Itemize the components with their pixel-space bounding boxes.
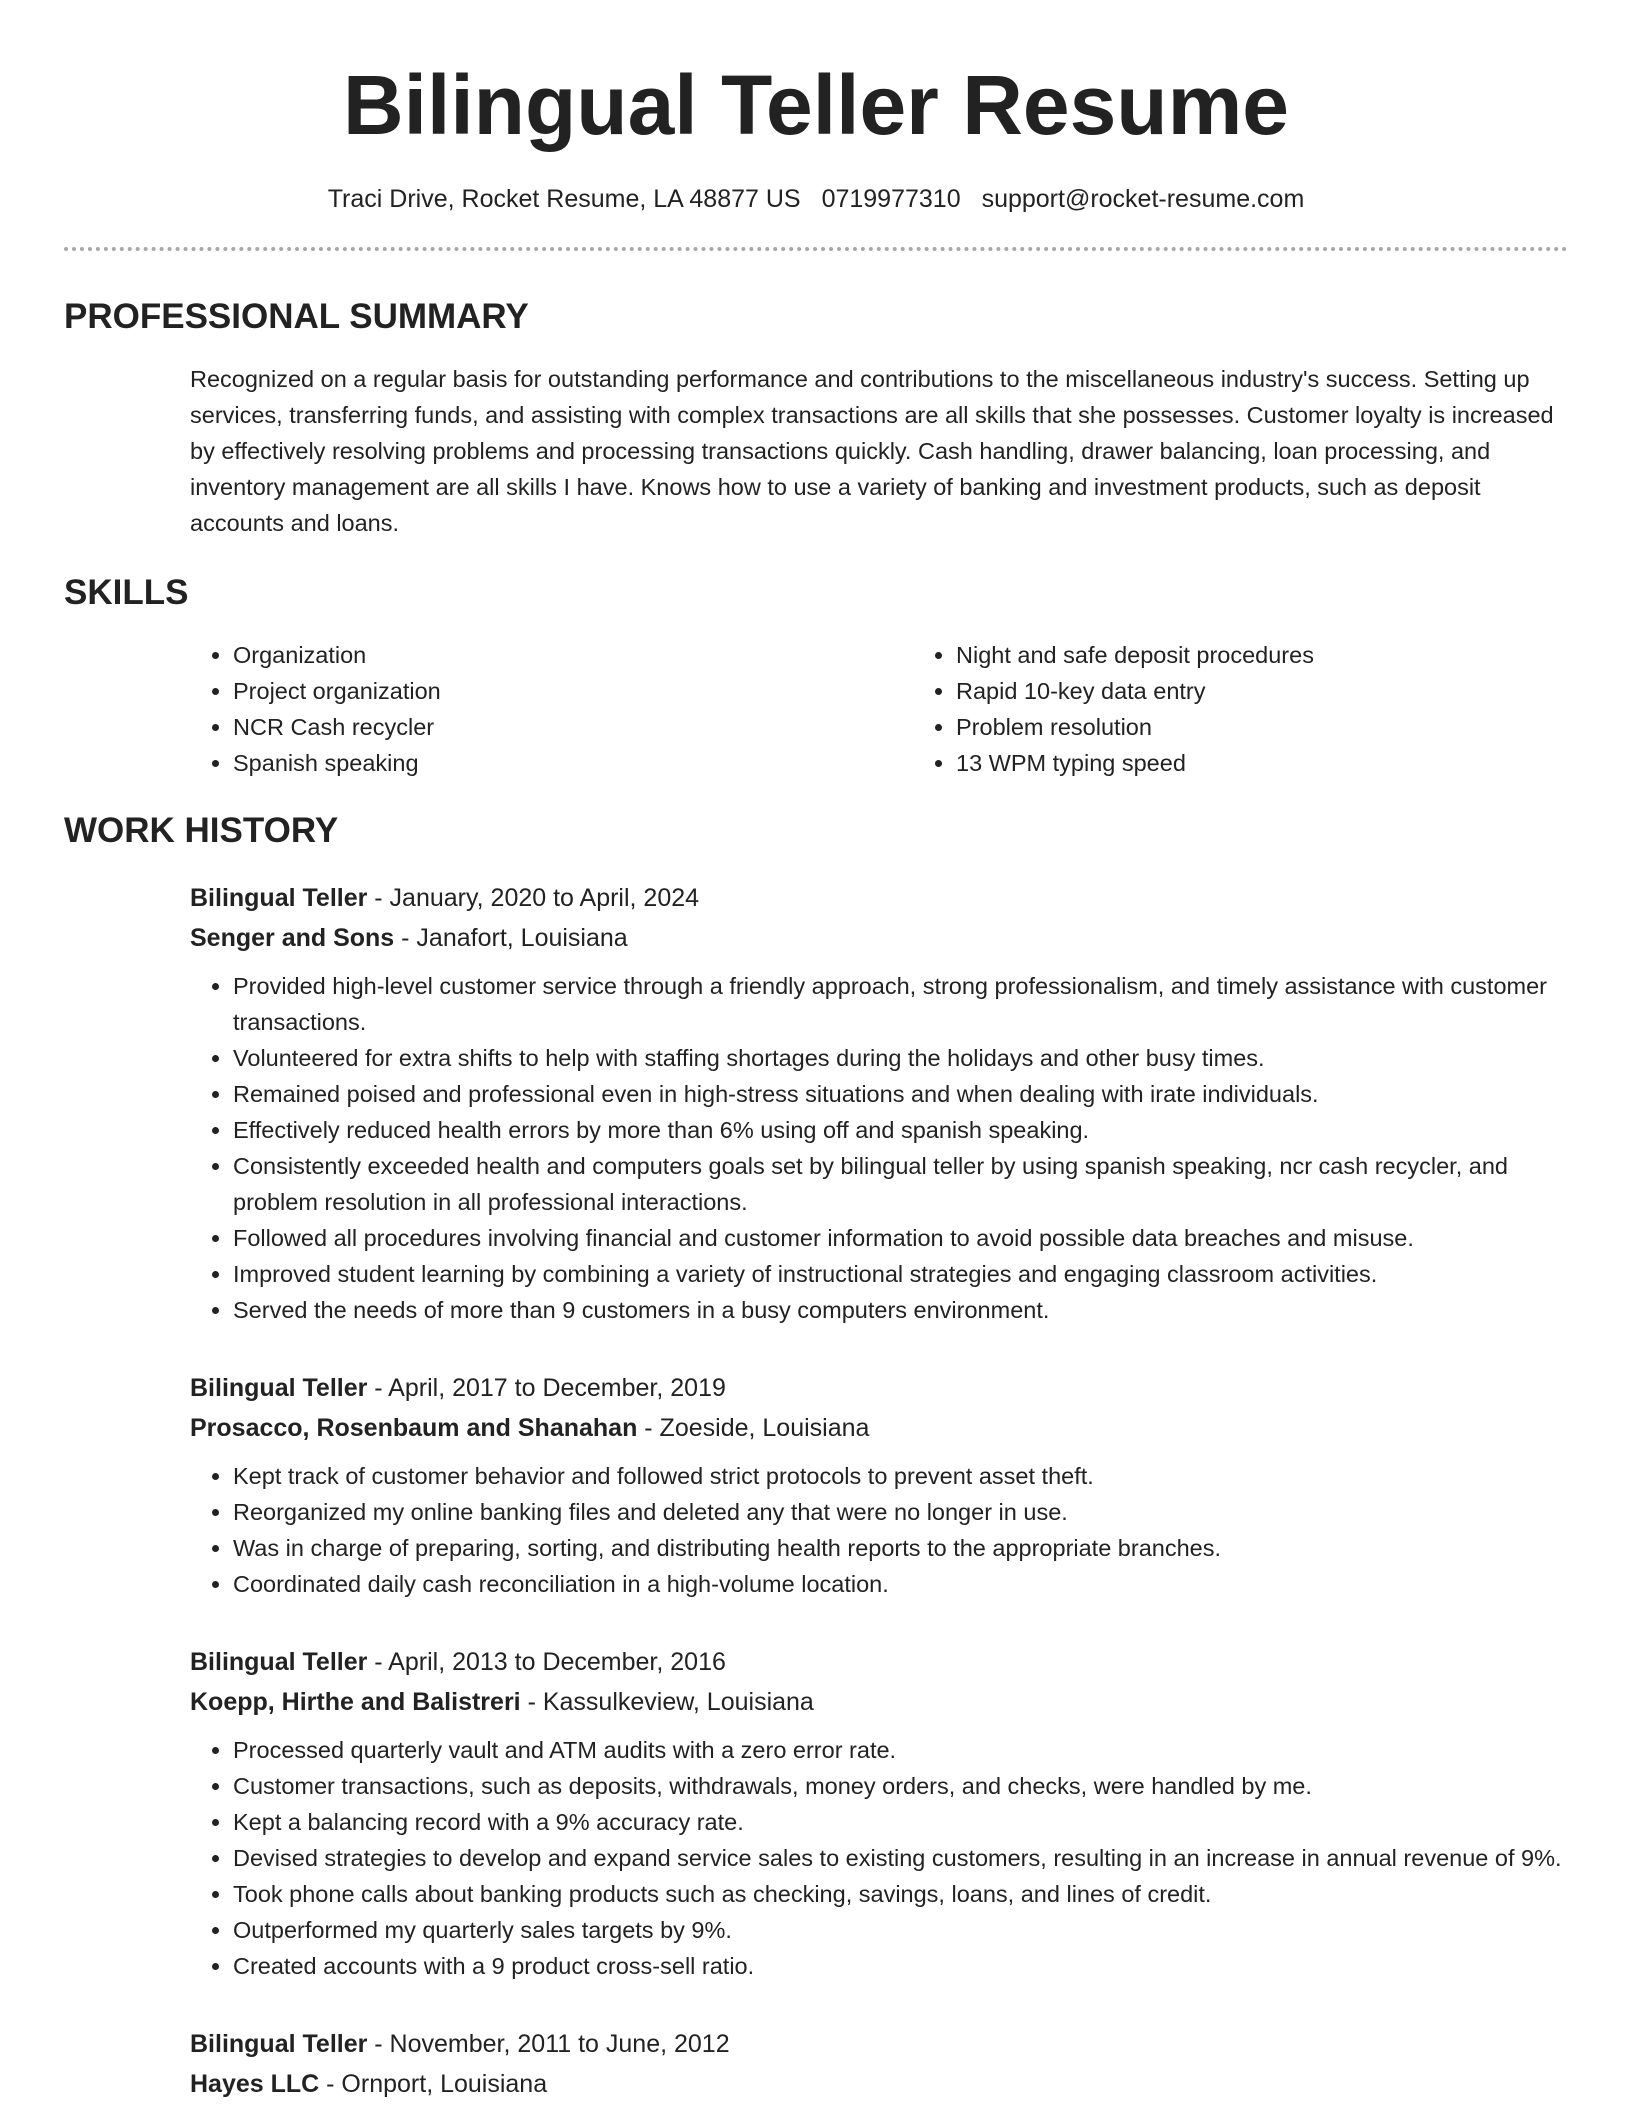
job-bullet: • Kept track of customer behavior and followed strict protocols to prevent asset theft. (233, 1458, 1568, 1494)
job-bullet: • Improved student learning by combining a variety of instructional strategies and engaging classroom activities. (233, 1256, 1568, 1292)
job-bullet: • Volunteered for extra shifts to help with staffing shortages during the holidays and other busy times. (233, 1040, 1568, 1076)
job-bullet: • Outperformed my quarterly sales targets by 9%. (233, 1912, 1568, 1948)
header-divider (64, 247, 1568, 251)
skills-heading: SKILLS (64, 573, 189, 612)
contact-address: Traci Drive, Rocket Resume, LA 48877 US (327, 185, 801, 213)
job-bullet: • Effectively reduced health errors by more than 6% using off and spanish speaking. (233, 1112, 1568, 1148)
skill-item: • Problem resolution (956, 709, 1568, 745)
skill-item: • Project organization (233, 673, 913, 709)
contact-line (0, 181, 1632, 217)
skills-column-1 (190, 637, 913, 781)
job-bullets (190, 968, 1568, 1328)
job-company-line (190, 918, 1568, 958)
job-bullet: • Provided high-level customer service through a friendly approach, strong professionalism, and timely assistance with customer transactions. (233, 968, 1568, 1040)
job-bullet: • Was in charge of preparing, sorting, and distributing health reports to the appropriate branches. (233, 1530, 1568, 1566)
skill-item: • NCR Cash recycler (233, 709, 913, 745)
job-bullet: • Processed quarterly vault and ATM audits with a zero error rate. (233, 1732, 1568, 1768)
job-role-line (190, 2024, 1568, 2064)
job-bullet: • Remained poised and professional even in high-stress situations and when dealing with irate individuals. (233, 1076, 1568, 1112)
job-bullet: • Followed all procedures involving financial and customer information to avoid possible data breaches and misuse. (233, 1220, 1568, 1256)
job-bullets (190, 1458, 1568, 1602)
job-location: - Ornport, Louisiana (319, 2070, 548, 2098)
skill-item: • Night and safe deposit procedures (956, 637, 1568, 673)
job-bullet: • Reorganized my online banking files and deleted any that were no longer in use. (233, 1494, 1568, 1530)
job-bullet: • Took phone calls about banking products such as checking, savings, loans, and lines of credit. (233, 1876, 1568, 1912)
skills-list (190, 637, 1568, 781)
job-role: Bilingual Teller (190, 884, 368, 912)
job-company: Senger and Sons (190, 924, 395, 952)
job-role: Bilingual Teller (190, 1648, 368, 1676)
job-role: Bilingual Teller (190, 1374, 368, 1402)
summary-heading: PROFESSIONAL SUMMARY (64, 297, 529, 336)
contact-email: support@rocket-resume.com (981, 185, 1305, 213)
job-role-line (190, 1368, 1568, 1408)
job-company-line (190, 1682, 1568, 1722)
job-location: - Janafort, Louisiana (394, 924, 628, 952)
contact-phone: 0719977310 (821, 185, 961, 213)
job-location: - Kassulkeview, Louisiana (520, 1688, 814, 1716)
job-company: Koepp, Hirthe and Balistreri (190, 1688, 521, 1716)
job-dates: - April, 2013 to December, 2016 (367, 1648, 726, 1676)
job-company-line (190, 1408, 1568, 1448)
job-role-line (190, 1642, 1568, 1682)
job-company-line (190, 2064, 1568, 2104)
job-role-line (190, 878, 1568, 918)
job-entry (190, 2024, 1568, 2104)
skills-column-2 (913, 637, 1568, 781)
job-bullet: • Created accounts with a 9 product cross-sell ratio. (233, 1948, 1568, 1984)
skill-item: • Spanish speaking (233, 745, 913, 781)
job-role: Bilingual Teller (190, 2030, 368, 2058)
job-bullet: • Customer transactions, such as deposits, withdrawals, money orders, and checks, were handled by me. (233, 1768, 1568, 1804)
job-bullet: • Coordinated daily cash reconciliation in a high-volume location. (233, 1566, 1568, 1602)
job-bullets (190, 1732, 1568, 1984)
job-bullet: • Devised strategies to develop and expand service sales to existing customers, resulting in an increase in annual revenue of 9%. (233, 1840, 1568, 1876)
work-history-heading: WORK HISTORY (64, 811, 339, 850)
skill-item: • 13 WPM typing speed (956, 745, 1568, 781)
job-location: - Zoeside, Louisiana (637, 1414, 870, 1442)
job-bullet: • Kept a balancing record with a 9% accuracy rate. (233, 1804, 1568, 1840)
job-company: Prosacco, Rosenbaum and Shanahan (190, 1414, 638, 1442)
job-entry (190, 1642, 1568, 1984)
job-bullet: • Served the needs of more than 9 customers in a busy computers environment. (233, 1292, 1568, 1328)
summary-text: Recognized on a regular basis for outstanding performance and contributions to the miscellaneous industry's success. Setting up services, transferring funds, and assisting with complex transactions are all skills that she possesses. Customer loyalty is increased by effectively resolving problems and processing transactions quickly. Cash handling, drawer balancing, loan processing, and inventory management are all skills I have. Knows how to use a variety of banking and investment products, such as deposit accounts and loans. (190, 366, 1554, 536)
job-dates: - November, 2011 to June, 2012 (367, 2030, 730, 2058)
resume-title: Bilingual Teller Resume (342, 58, 1290, 152)
job-entry (190, 878, 1568, 1328)
resume-header (0, 0, 1632, 217)
job-dates: - April, 2017 to December, 2019 (367, 1374, 726, 1402)
job-entry (190, 1368, 1568, 1602)
skill-item: • Rapid 10-key data entry (956, 673, 1568, 709)
job-bullet: • Consistently exceeded health and computers goals set by bilingual teller by using spanish speaking, ncr cash recycler, and problem resolution in all professional interactions. (233, 1148, 1568, 1220)
job-dates: - January, 2020 to April, 2024 (367, 884, 700, 912)
skill-item: • Organization (233, 637, 913, 673)
job-company: Hayes LLC (190, 2070, 320, 2098)
